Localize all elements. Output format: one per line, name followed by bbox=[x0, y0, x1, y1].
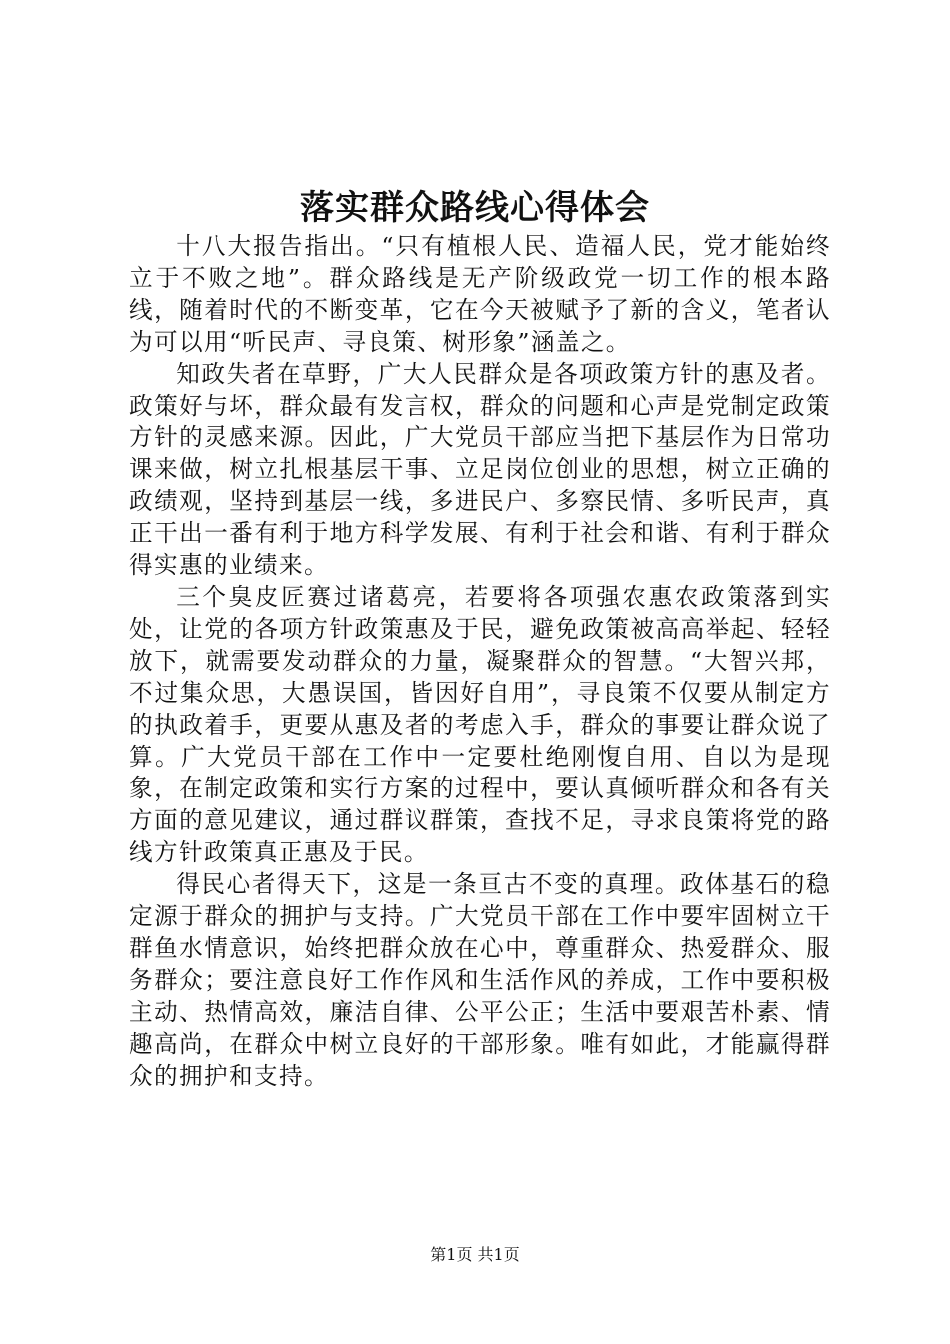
paragraph-4: 得民心者得天下，这是一条亘古不变的真理。政体基石的稳定源于群众的拥护与支持。广大党员干部在工作中要牢固树立干群鱼水情意识，始终把群众放在心中，尊重群众、热爱群众、服务群众；要注意良好工作作风和生活作风的养成，工作中要积极主动、热情高效，廉洁自律、公平公正；生活中要艰苦朴素、情趣高尚，在群众中树立良好的干部形象。唯有如此，才能赢得群众的拥护和支持。 bbox=[129, 870, 831, 1090]
paragraph-2: 知政失者在草野，广大人民群众是各项政策方针的惠及者。政策好与坏，群众最有发言权，群众的问题和心声是党制定政策方针的灵感来源。因此，广大党员干部应当把下基层作为日常功课来做，树立扎根基层干事、立足岗位创业的思想，树立正确的政绩观，坚持到基层一线，多进民户、多察民情、多听民声，真正干出一番有利于地方科学发展、有利于社会和谐、有利于群众得实惠的业绩来。 bbox=[129, 359, 831, 580]
document-body bbox=[129, 231, 831, 1092]
paragraph-3: 三个臭皮匠赛过诸葛亮，若要将各项强农惠农政策落到实处，让党的各项方针政策惠及于民，避免政策被高高举起、轻轻放下，就需要发动群众的力量，凝聚群众的智慧。“大智兴邦，不过集众思，大愚误国，皆因好自用”，寻良策不仅要从制定方的执政着手，更要从惠及者的考虑入手，群众的事要让群众说了算。广大党员干部在工作中一定要杜绝刚愎自用、自以为是现象，在制定政策和实行方案的过程中，要认真倾听群众和各有关方面的意见建议，通过群议群策，查找不足，寻求良策将党的路线方针政策真正惠及于民。 bbox=[129, 582, 831, 867]
paragraph-1: 十八大报告指出。“只有植根人民、造福人民，党才能始终立于不败之地”。群众路线是无产阶级政党一切工作的根本路线，随着时代的不断变革，它在今天被赋予了新的含义，笔者认为可以用“听民声、寻良策、树形象”涵盖之。 bbox=[129, 232, 831, 356]
document-title: 落实群众路线心得体会 bbox=[300, 188, 650, 228]
page-footer: 第1页 共1页 bbox=[430, 1245, 520, 1264]
